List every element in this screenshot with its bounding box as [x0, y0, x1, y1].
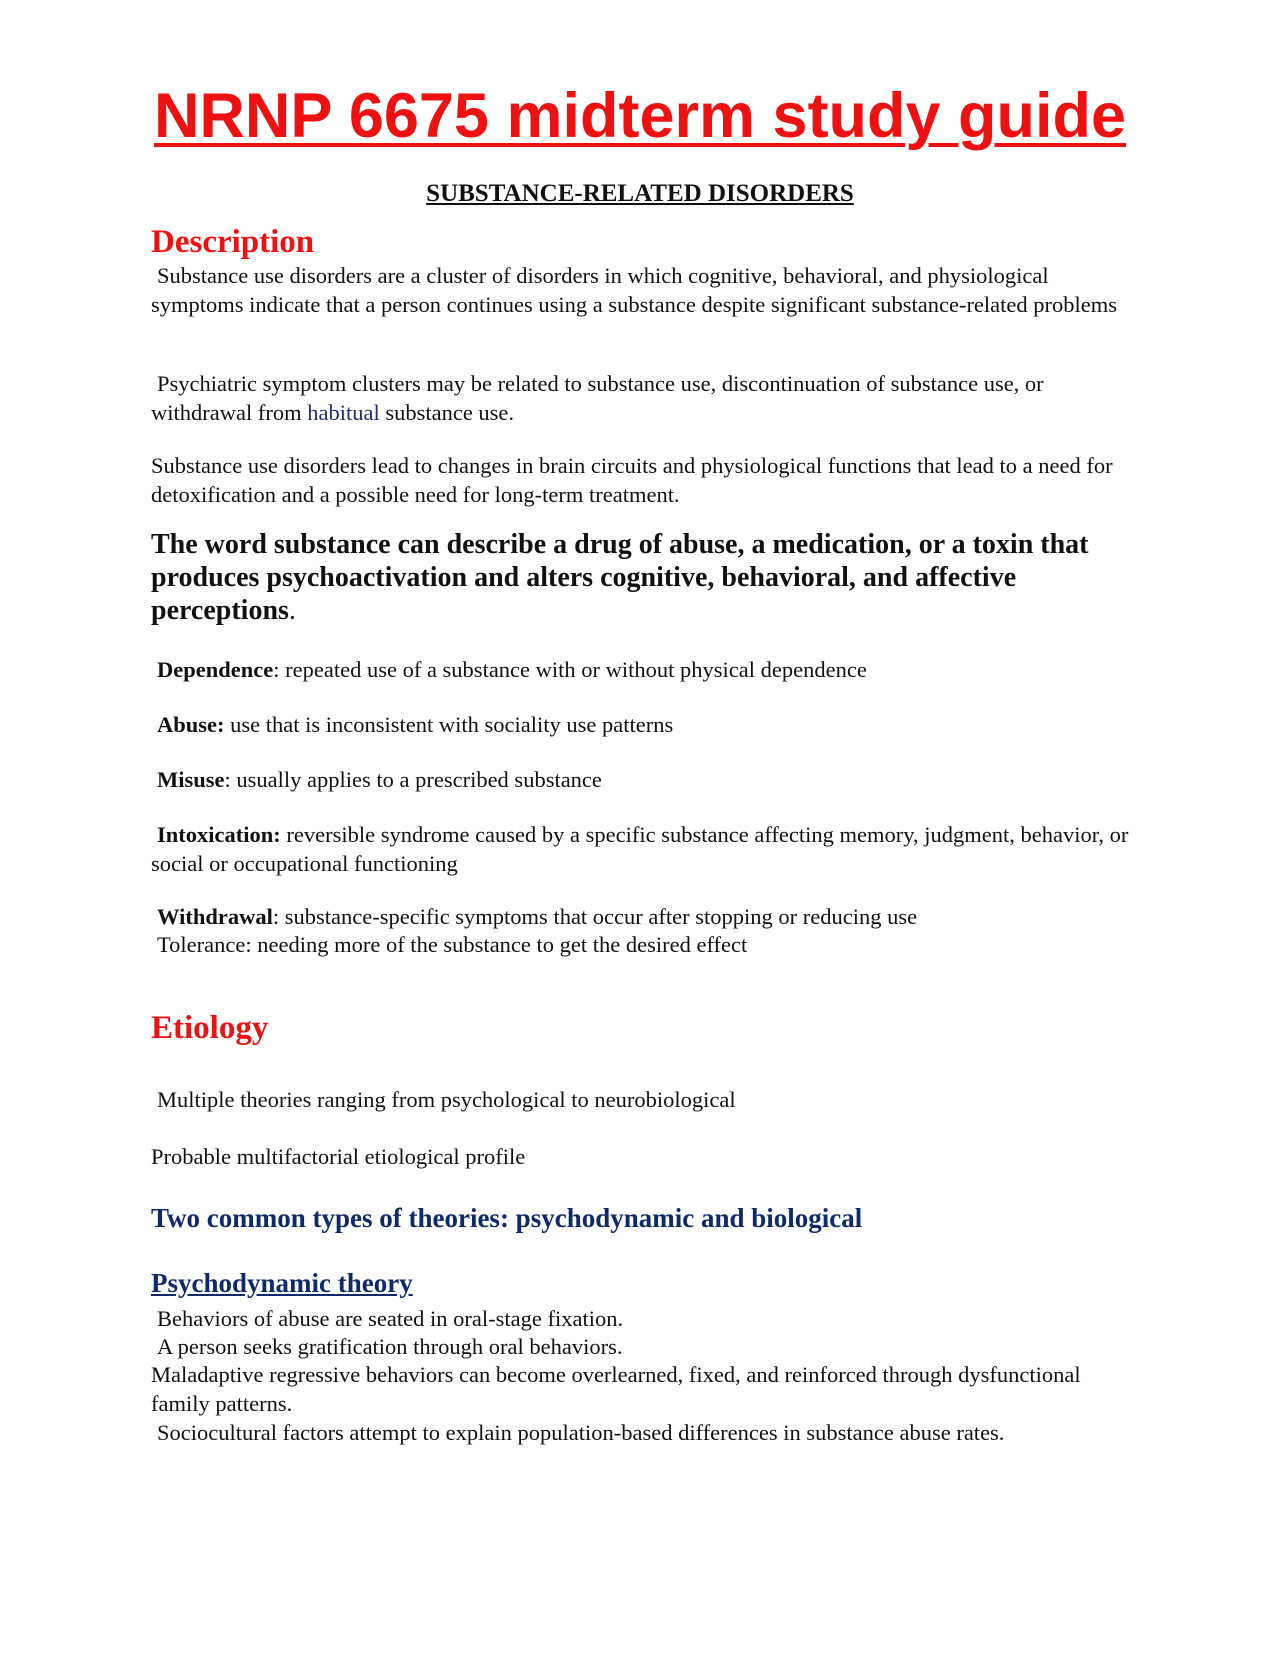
psychodynamic-line-3: Maladaptive regressive behaviors can become overlearned, fixed, and reinforced through dysfunctional family patterns. — [151, 1362, 1081, 1416]
description-paragraph-2: Psychiatric symptom clusters may be related to substance use, discontinuation of substance use, or withdrawal from habitual substance use. — [151, 371, 1044, 425]
definition-dependence: Dependence: repeated use of a substance with or without physical dependence — [157, 657, 867, 682]
description-paragraph-1: Substance use disorders are a cluster of disorders in which cognitive, behavioral, and physiological symptoms indicate that a person continues using a substance despite significant substance-related problems — [151, 263, 1118, 317]
definition-misuse: Misuse: usually applies to a prescribed substance — [157, 767, 602, 792]
definition-intoxication: Intoxication: reversible syndrome caused by a specific substance affecting memory, judgment, behavior, or social or occupational functioning — [151, 822, 1129, 876]
psychodynamic-line-2: A person seeks gratification through oral behaviors. — [157, 1334, 623, 1359]
document-title: NRNP 6675 midterm study guide — [153, 81, 1127, 151]
psychodynamic-line-4: Sociocultural factors attempt to explain population-based differences in substance abuse rates. — [157, 1420, 1005, 1445]
description-paragraph-3: Substance use disorders lead to changes in brain circuits and physiological functions that lead to a need for detoxification and a possible need for long-term treatment. — [151, 453, 1113, 507]
description-heading: Description — [151, 224, 315, 260]
definition-tolerance: Tolerance: needing more of the substance to get the desired effect — [157, 932, 748, 957]
section-subtitle: SUBSTANCE-RELATED DISORDERS — [426, 180, 854, 207]
theories-heading: Two common types of theories: psychodynamic and biological — [151, 1203, 863, 1233]
etiology-paragraph-1: Multiple theories ranging from psychological to neurobiological — [157, 1087, 736, 1112]
psychodynamic-theory-heading: Psychodynamic theory — [151, 1268, 413, 1298]
psychodynamic-line-1: Behaviors of abuse are seated in oral-stage fixation. — [157, 1306, 624, 1331]
definition-abuse: Abuse: use that is inconsistent with sociality use patterns — [157, 712, 674, 737]
substance-definition-statement: The word substance can describe a drug of abuse, a medication, or a toxin that produces psychoactivation and alters cognitive, behavioral, and affective perceptions. — [151, 529, 1089, 626]
definition-withdrawal: Withdrawal: substance-specific symptoms that occur after stopping or reducing use — [157, 904, 918, 929]
etiology-paragraph-2: Probable multifactorial etiological profile — [151, 1144, 526, 1169]
etiology-heading: Etiology — [151, 1010, 269, 1046]
habitual-link[interactable]: habitual — [307, 399, 380, 425]
